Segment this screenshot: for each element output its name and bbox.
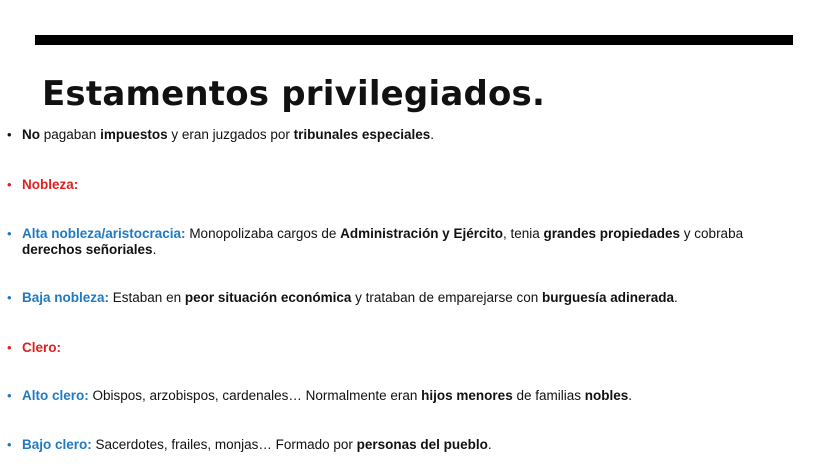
- bullet-text: [22, 340, 797, 356]
- bullet-nobleza: [7, 177, 797, 193]
- bullet-text-segment: burguesía adinerada: [542, 290, 675, 305]
- bullet-text-segment: Clero:: [22, 340, 62, 355]
- bullet-dot-icon: •: [7, 177, 12, 192]
- bullet-text-segment: y cobraba: [680, 226, 744, 241]
- bullet-privilegios: [7, 127, 797, 143]
- bullet-text-segment: .: [430, 127, 434, 142]
- bullet-dot-icon: •: [7, 340, 12, 355]
- bullet-text-segment: .: [628, 388, 633, 403]
- bullet-text-segment: Alta nobleza/aristocracia:: [22, 226, 186, 241]
- bullet-text-segment: Estaban en: [109, 290, 185, 305]
- bullet-text-segment: impuestos: [100, 127, 168, 142]
- bullet-bajo-clero: [7, 437, 797, 453]
- bullet-text-segment: .: [152, 242, 157, 257]
- bullet-dot-icon: •: [7, 127, 12, 142]
- bullet-text: [22, 437, 797, 453]
- bullet-text-segment: No: [22, 127, 40, 142]
- bullet-text: [22, 290, 797, 306]
- bullet-text-segment: peor situación económica: [184, 290, 352, 305]
- bullet-text-segment: Alto clero:: [22, 388, 89, 403]
- bullet-text: [22, 226, 797, 258]
- bullet-text-segment: tribunales especiales: [293, 127, 431, 142]
- bullet-text-segment: derechos señoriales: [22, 242, 153, 257]
- bullet-text-segment: Administración y Ejército: [340, 226, 503, 241]
- bullet-text-segment: Bajo clero:: [22, 437, 92, 452]
- bullet-dot-icon: •: [7, 388, 12, 403]
- bullet-text-segment: Sacerdotes, frailes, monjas… Formado por: [91, 437, 357, 452]
- bullet-dot-icon: •: [7, 290, 12, 305]
- bullet-text-segment: .: [674, 290, 678, 305]
- bullet-text-segment: de familias: [512, 388, 585, 403]
- bullet-text-segment: y eran juzgados por: [167, 127, 294, 142]
- bullet-text-segment: nobles: [584, 388, 629, 403]
- bullet-text-segment: Nobleza:: [22, 177, 79, 192]
- bullet-alta-nobleza: [7, 226, 797, 258]
- bullet-text: [22, 177, 797, 193]
- bullet-text: [22, 127, 797, 143]
- top-divider-bar: [35, 35, 793, 45]
- bullet-text-segment: , tenia: [502, 226, 544, 241]
- bullet-text-segment: hijos menores: [421, 388, 513, 403]
- bullet-text-segment: grandes propiedades: [543, 226, 681, 241]
- bullet-alto-clero: [7, 388, 797, 404]
- bullet-text-segment: .: [487, 437, 492, 452]
- bullet-text: [22, 388, 797, 404]
- bullet-baja-nobleza: [7, 290, 797, 306]
- bullet-text-segment: Monopolizaba cargos de: [185, 226, 341, 241]
- bullet-text-segment: Obispos, arzobispos, cardenales… Normalmente eran: [88, 388, 422, 403]
- slide-title: Estamentos privilegiados.: [42, 74, 546, 114]
- bullet-dot-icon: •: [7, 437, 12, 452]
- bullet-text-segment: Baja nobleza:: [22, 290, 110, 305]
- bullet-text-segment: pagaban: [40, 127, 101, 142]
- bullet-dot-icon: •: [7, 226, 12, 241]
- bullet-text-segment: personas del pueblo: [356, 437, 488, 452]
- bullet-clero: [7, 340, 797, 356]
- bullet-text-segment: y trataban de emparejarse con: [351, 290, 542, 305]
